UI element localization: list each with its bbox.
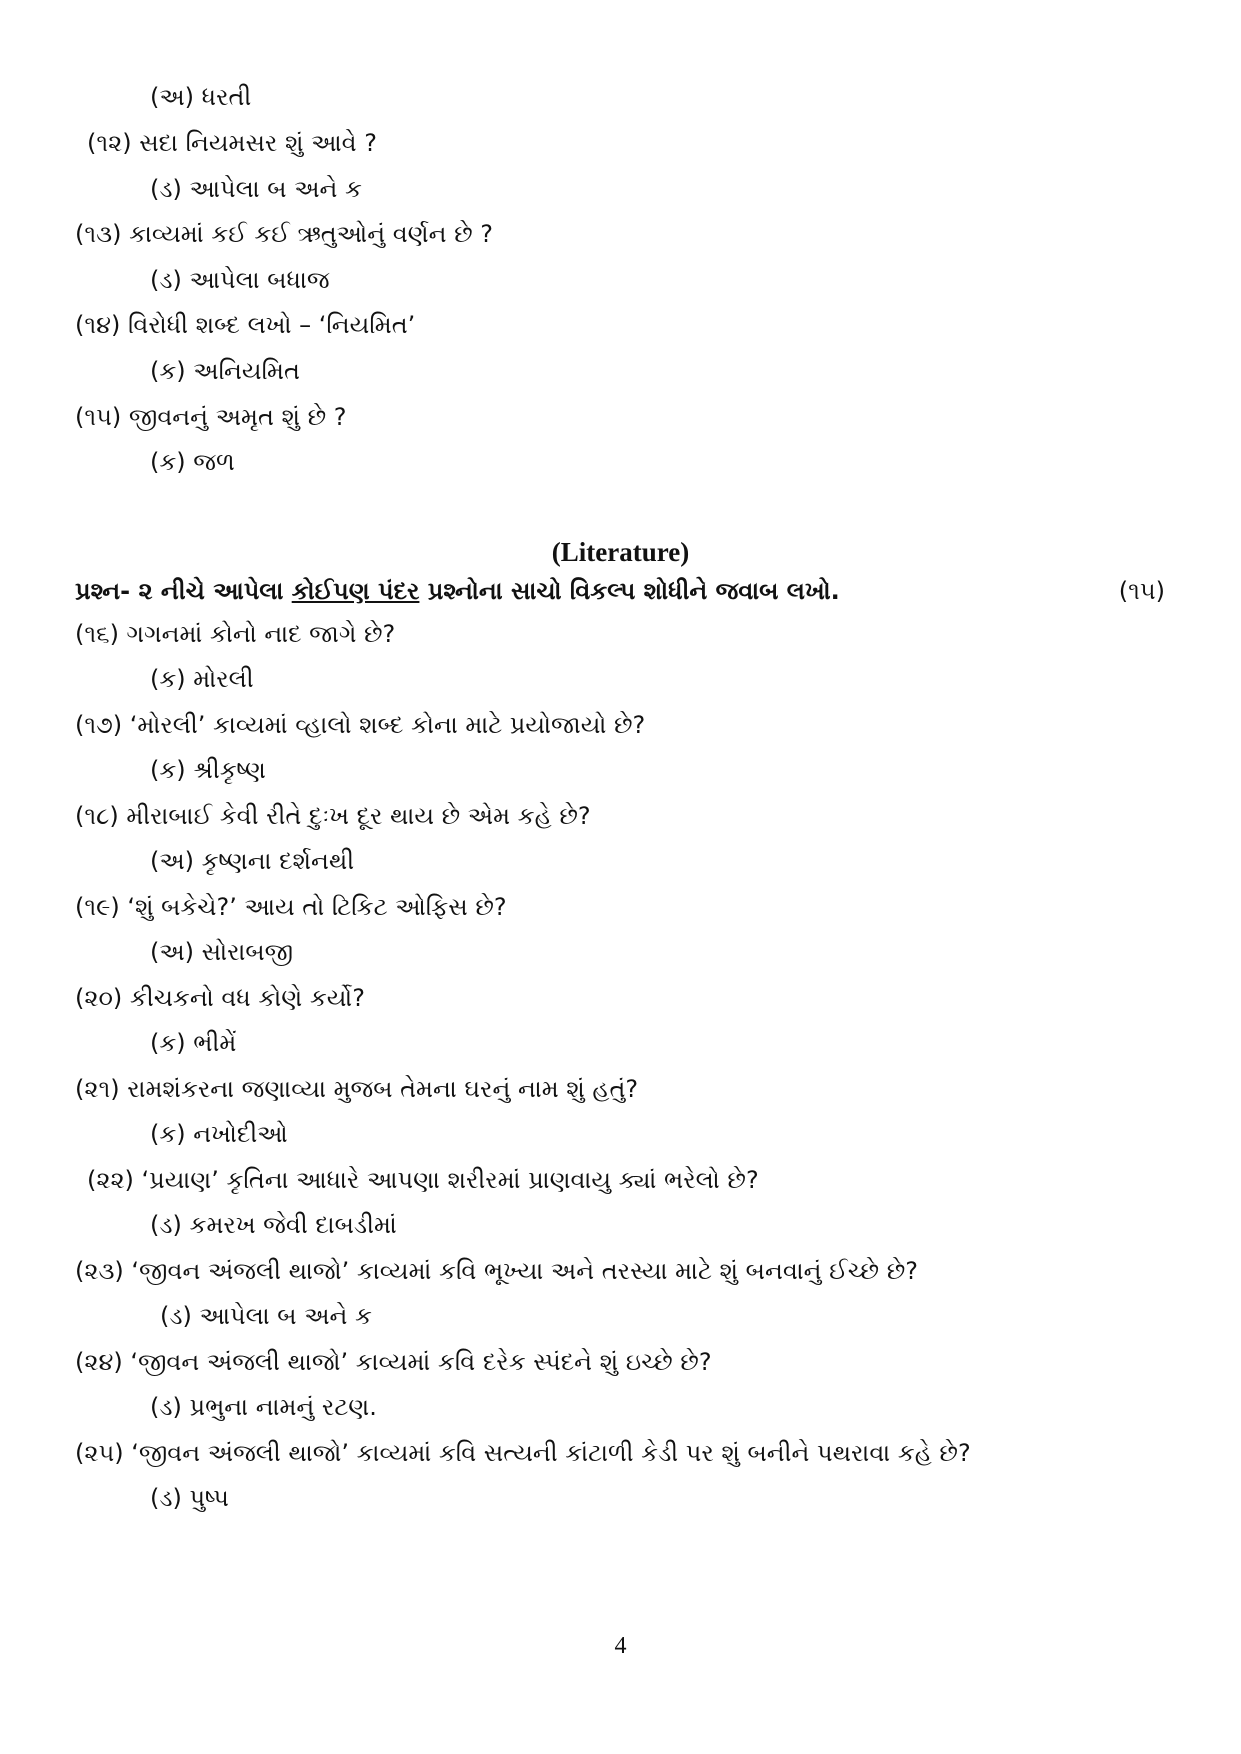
section-heading: (Literature)	[551, 537, 690, 567]
section-instruction	[75, 574, 1165, 608]
question-line: (૧૮) મીરાબાઈ કેવી રીતે દુઃખ દૂર થાય છે એમ કહે છે?	[75, 802, 591, 830]
answer-line: (ક) જળ	[150, 448, 235, 476]
answer-line: (ક) ભીમેં	[150, 1029, 237, 1057]
answer-line: (અ) કૃષ્ણના દર્શનથી	[150, 847, 355, 875]
answer-line: (ડ) આપેલા બ અને ક	[160, 1302, 372, 1330]
question-line: (૧૨) સદા નિયમસર શું આવે ?	[87, 129, 377, 157]
question-line: (૧૪) વિરોધી શબ્દ લખો – ‘નિયમિત’	[75, 311, 416, 339]
page-number: 4	[614, 1633, 627, 1659]
answer-line: (ક) શ્રીકૃષ્ણ	[150, 756, 266, 784]
answer-line: (ડ) કમરખ જેવી દાબડીમાં	[150, 1211, 397, 1239]
question-line: (૨૫) ‘જીવન અંજલી થાજો’ કાવ્યમાં કવિ સત્યની કાંટાળી કેડી પર શું બનીને પથરાવા કહે છે?	[75, 1439, 971, 1467]
question-line: (૨૧) રામશંકરના જણાવ્યા મુજબ તેમના ઘરનું નામ શું હતું?	[75, 1075, 639, 1103]
answer-line: (ડ) પ્રભુના નામનું રટણ.	[150, 1393, 377, 1421]
section-marks: (૧૫)	[1118, 577, 1165, 605]
instruction-text: પ્રશ્ન- ૨ નીચે આપેલા	[75, 577, 292, 605]
question-line: (૧૭) ‘મોરલી’ કાવ્યમાં વ્હાલો શબ્દ કોના માટે પ્રયોજાયો છે?	[75, 711, 646, 739]
question-line: (૧૩) કાવ્યમાં કઈ કઈ ઋતુઓનું વર્ણન છે ?	[75, 220, 494, 248]
instruction-emphasis: કોઈપણ પંદર	[291, 577, 420, 605]
answer-line: (અ) ધરતી	[150, 83, 252, 111]
answer-line: (ડ) આપેલા બધાજ	[150, 266, 330, 294]
question-line: (૧૫) જીવનનું અમૃત શું છે ?	[75, 403, 347, 431]
answer-line: (ક) અનિયમિત	[150, 357, 300, 385]
question-line: (૨૨) ‘પ્રયાણ’ કૃતિના આધારે આપણા શરીરમાં પ્રાણવાયુ ક્યાં ભરેલો છે?	[87, 1166, 759, 1194]
instruction-text: પ્રશ્નોના સાચો વિકલ્પ શોધીને જવાબ લખો.	[419, 577, 840, 605]
question-line: (૨૪) ‘જીવન અંજલી થાજો’ કાવ્યમાં કવિ દરેક સ્પંદને શું ઇચ્છે છે?	[75, 1348, 712, 1376]
answer-line: (ક) નખોદીઓ	[150, 1120, 288, 1148]
answer-line: (ક) મોરલી	[150, 665, 254, 693]
question-line: (૧૬) ગગનમાં કોનો નાદ જાગે છે?	[75, 620, 396, 648]
question-line: (૨૩) ‘જીવન અંજલી થાજો’ કાવ્યમાં કવિ ભૂખ્યા અને તરસ્યા માટે શું બનવાનું ઈચ્છે છે?	[75, 1257, 919, 1285]
answer-line: (ડ) આપેલા બ અને ક	[150, 175, 362, 203]
answer-line: (અ) સોરાબજી	[150, 938, 294, 966]
answer-line: (ડ) પુષ્પ	[150, 1484, 229, 1512]
question-line: (૨૦) કીચકનો વધ કોણે કર્યો?	[75, 984, 365, 1012]
question-line: (૧૯) ‘શું બકેચે?’ આય તો ટિકિટ ઓફિસ છે?	[75, 893, 507, 921]
